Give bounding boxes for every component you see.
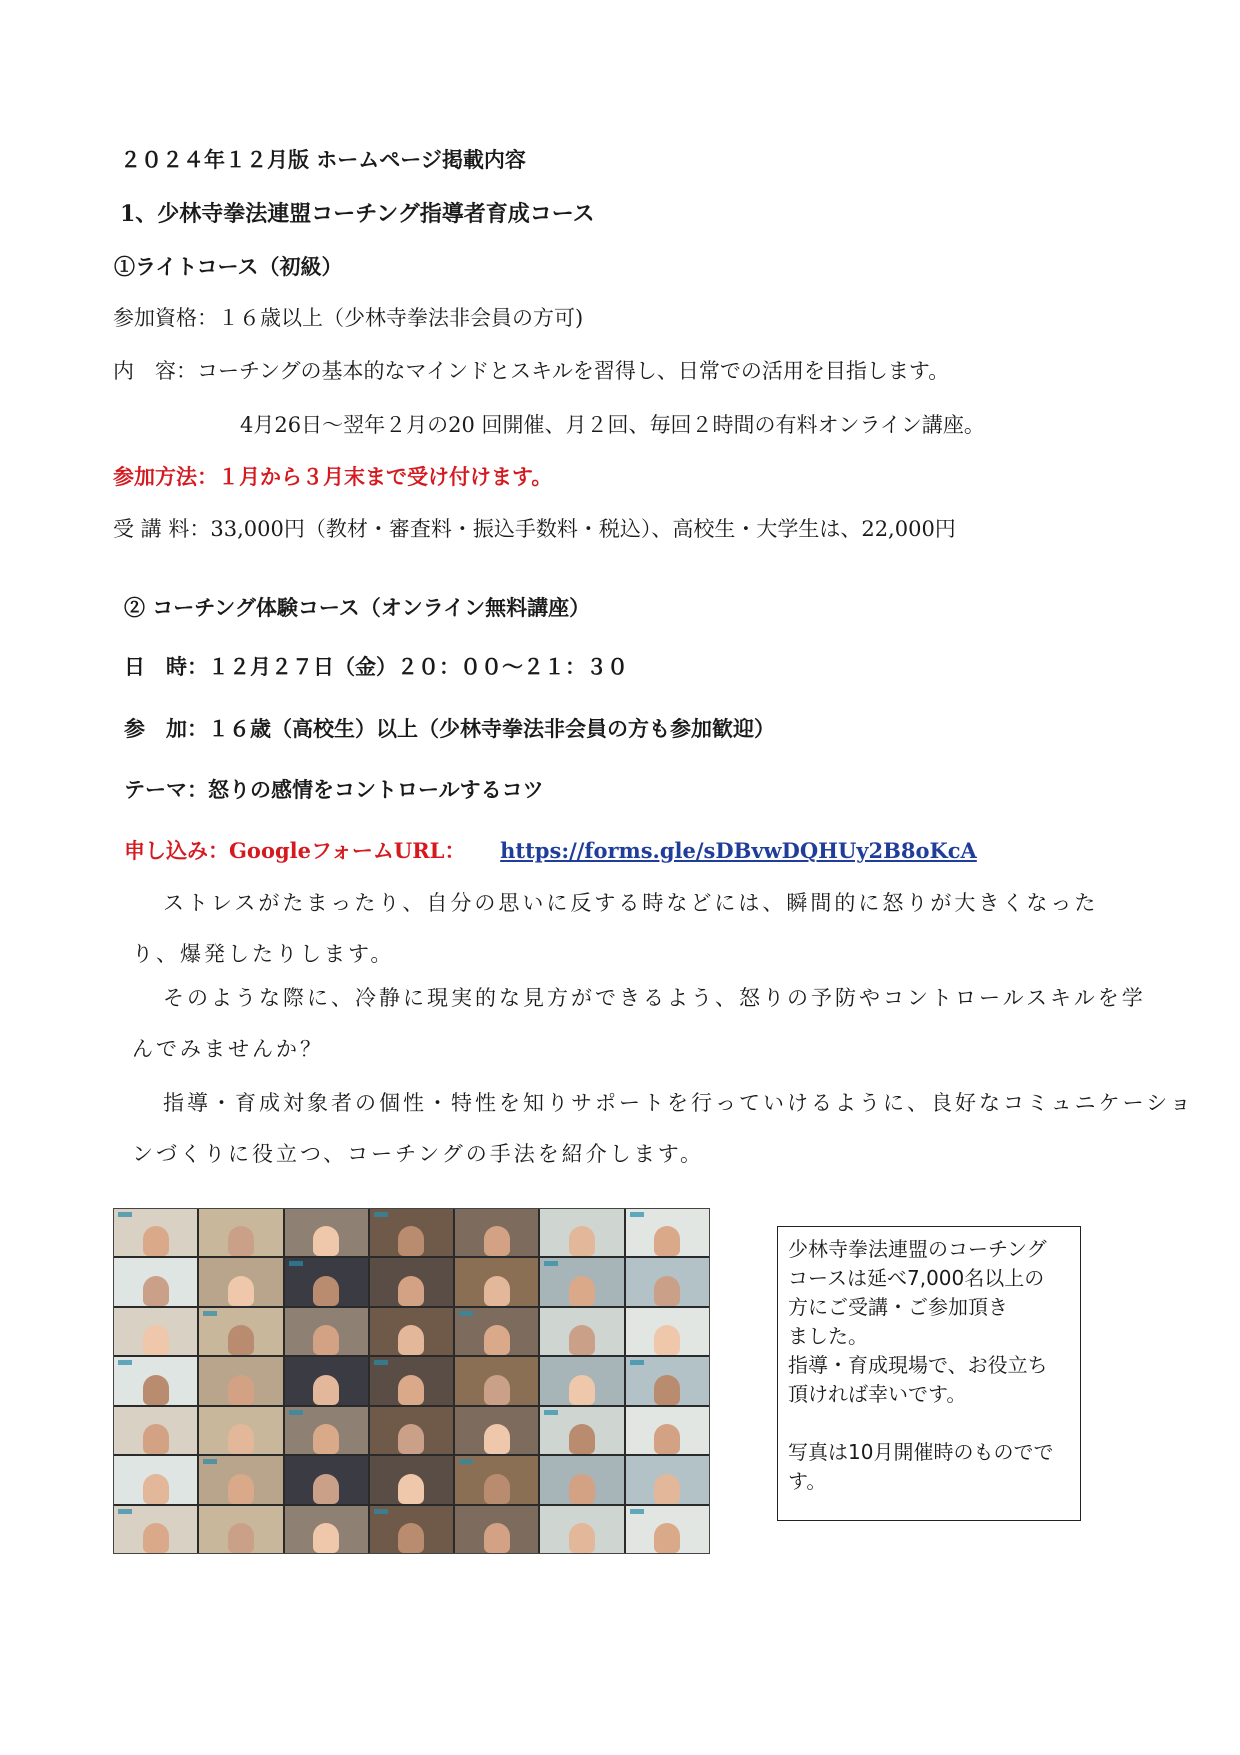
participant-tile	[114, 1506, 197, 1553]
participant-tile	[114, 1407, 197, 1454]
participant-face	[569, 1276, 595, 1306]
logo-badge	[118, 1212, 132, 1217]
participant-face	[484, 1474, 510, 1504]
participant-face	[484, 1276, 510, 1306]
apply-row	[124, 836, 977, 866]
course2-title: ② コーチング体験コース（オンライン無料講座）	[124, 595, 591, 620]
para3-line2: ンづくりに役立つ、コーチングの手法を紹介します。	[132, 1142, 705, 1166]
participant-face	[143, 1375, 169, 1405]
participant-face	[654, 1424, 680, 1454]
note-box	[777, 1226, 1081, 1521]
para2-line2: んでみませんか？	[132, 1037, 324, 1061]
participant-tile	[199, 1506, 282, 1553]
participant-tile	[370, 1357, 453, 1404]
participant-tile	[114, 1258, 197, 1305]
participant-tile	[626, 1258, 709, 1305]
participant-face	[228, 1375, 254, 1405]
participant-tile	[285, 1456, 368, 1503]
logo-badge	[203, 1459, 217, 1464]
participant-face	[484, 1375, 510, 1405]
logo-badge	[374, 1509, 388, 1514]
logo-badge	[289, 1410, 303, 1415]
logo-badge	[374, 1360, 388, 1365]
participant-tile	[285, 1209, 368, 1256]
participant-tile	[285, 1407, 368, 1454]
note-line	[788, 1409, 1070, 1438]
participant-tile	[285, 1357, 368, 1404]
note-line: 少林寺拳法連盟のコーチング	[788, 1237, 1047, 1261]
participant-tile	[540, 1258, 623, 1305]
course1-method: 参加方法：１月から３月末まで受け付けます。	[113, 464, 553, 489]
participant-face	[228, 1474, 254, 1504]
participant-face	[228, 1424, 254, 1454]
participant-tile	[455, 1258, 538, 1305]
logo-badge	[289, 1261, 303, 1266]
course2-theme: テーマ：怒りの感情をコントロールするコツ	[124, 777, 544, 802]
participant-face	[569, 1226, 595, 1256]
participant-face	[313, 1523, 339, 1553]
participant-face	[228, 1276, 254, 1306]
logo-badge	[118, 1509, 132, 1514]
participant-tile	[626, 1506, 709, 1553]
participant-tile	[540, 1209, 623, 1256]
participant-tile	[455, 1357, 538, 1404]
participant-tile	[540, 1456, 623, 1503]
logo-badge	[374, 1212, 388, 1217]
note-line: す。	[788, 1469, 827, 1493]
participant-tile	[540, 1407, 623, 1454]
participant-face	[484, 1523, 510, 1553]
participant-face	[654, 1523, 680, 1553]
participant-tile	[455, 1209, 538, 1256]
participant-face	[313, 1375, 339, 1405]
participant-tile	[370, 1209, 453, 1256]
participant-tile	[455, 1506, 538, 1553]
note-line: 写真は10月開催時のものでで	[788, 1440, 1054, 1464]
participant-tile	[540, 1506, 623, 1553]
group-photo	[113, 1208, 710, 1554]
participant-tile	[114, 1209, 197, 1256]
participant-tile	[370, 1258, 453, 1305]
participant-tile	[455, 1407, 538, 1454]
participant-face	[143, 1424, 169, 1454]
participant-face	[654, 1226, 680, 1256]
participant-tile	[370, 1456, 453, 1503]
logo-badge	[544, 1410, 558, 1415]
logo-badge	[630, 1360, 644, 1365]
participant-face	[228, 1325, 254, 1355]
course2-datetime: 日 時：１２月２７日（金）２０：００〜２１：３０	[124, 654, 628, 679]
participant-tile	[114, 1308, 197, 1355]
para2-line1: そのような際に、冷静に現実的な見方ができるよう、怒りの予防やコントロールスキルを学	[163, 986, 1146, 1010]
note-line: 指導・育成現場で、お役立ち	[788, 1353, 1048, 1377]
section-title: 1、少林寺拳法連盟コーチング指導者育成コース	[120, 201, 595, 227]
participant-tile	[540, 1357, 623, 1404]
participant-tile	[626, 1407, 709, 1454]
course1-content-line2: 4月26日〜翌年２月の20 回開催、月２回、毎回２時間の有料オンライン講座。	[240, 413, 985, 437]
participant-tile	[626, 1308, 709, 1355]
apply-url-link[interactable]: https://forms.gle/sDBvwDQHUy2B8oKcA	[500, 838, 977, 863]
page-header: ２０２４年１２月版 ホームページ掲載内容	[120, 147, 526, 172]
participant-face	[313, 1474, 339, 1504]
participant-face	[143, 1474, 169, 1504]
participant-face	[484, 1325, 510, 1355]
participant-face	[313, 1276, 339, 1306]
participant-face	[569, 1375, 595, 1405]
participant-face	[143, 1325, 169, 1355]
participant-face	[569, 1424, 595, 1454]
participant-face	[143, 1226, 169, 1256]
participant-face	[398, 1375, 424, 1405]
para3-line1: 指導・育成対象者の個性・特性を知りサポートを行っていけるように、良好なコミュニケーショ	[163, 1091, 1194, 1115]
participant-tile	[114, 1456, 197, 1503]
participant-tile	[114, 1357, 197, 1404]
participant-face	[654, 1325, 680, 1355]
participant-tile	[370, 1506, 453, 1553]
participant-face	[313, 1424, 339, 1454]
course2-participants: 参 加：１６歳（高校生）以上（少林寺拳法非会員の方も参加歓迎）	[124, 716, 775, 741]
logo-badge	[118, 1360, 132, 1365]
participant-face	[398, 1424, 424, 1454]
participant-face	[484, 1226, 510, 1256]
participant-tile	[626, 1357, 709, 1404]
course1-title: ①ライトコース（初級）	[114, 254, 343, 279]
note-line: 頂ければ幸いです。	[788, 1382, 967, 1406]
participant-face	[398, 1474, 424, 1504]
participant-tile	[285, 1506, 368, 1553]
participant-face	[398, 1226, 424, 1256]
participant-tile	[199, 1308, 282, 1355]
participant-tile	[285, 1308, 368, 1355]
participant-tile	[199, 1258, 282, 1305]
participant-face	[228, 1226, 254, 1256]
logo-badge	[544, 1261, 558, 1266]
logo-badge	[459, 1311, 473, 1316]
participant-tile	[455, 1308, 538, 1355]
participant-face	[654, 1276, 680, 1306]
note-line: コースは延べ7,000名以上の	[788, 1266, 1045, 1290]
course1-eligibility: 参加資格：１６歳以上（少林寺拳法非会員の方可)	[113, 306, 584, 330]
participant-tile	[199, 1456, 282, 1503]
note-line: ました。	[788, 1324, 868, 1348]
apply-label: 申し込み：GoogleフォームURL：	[124, 838, 466, 863]
participant-face	[313, 1325, 339, 1355]
note-line: 方にご受講・ご参加頂き	[788, 1295, 1008, 1319]
participant-face	[143, 1276, 169, 1306]
participant-tile	[199, 1357, 282, 1404]
participant-tile	[455, 1456, 538, 1503]
participant-tile	[370, 1407, 453, 1454]
participant-tile	[285, 1258, 368, 1305]
course1-content-line1: 内 容：コーチングの基本的なマインドとスキルを習得し、日常での活用を目指します。	[113, 359, 950, 383]
participant-face	[654, 1474, 680, 1504]
participant-face	[398, 1523, 424, 1553]
participant-tile	[626, 1209, 709, 1256]
logo-badge	[630, 1212, 644, 1217]
participant-face	[569, 1474, 595, 1504]
participant-face	[484, 1424, 510, 1454]
participant-face	[398, 1325, 424, 1355]
course1-fee: 受 講 料：33,000円（教材・審査料・振込手数料・税込）、高校生・大学生は、22,000円	[113, 517, 956, 541]
participant-tile	[540, 1308, 623, 1355]
para1-line2: り、爆発したりします。	[132, 942, 395, 966]
participant-tile	[199, 1407, 282, 1454]
participant-face	[228, 1523, 254, 1553]
participant-tile	[370, 1308, 453, 1355]
logo-badge	[203, 1311, 217, 1316]
participant-face	[398, 1276, 424, 1306]
para1-line1: ストレスがたまったり、自分の思いに反する時などには、瞬間的に怒りが大きくなった	[163, 891, 1099, 915]
participant-face	[143, 1523, 169, 1553]
participant-tile	[199, 1209, 282, 1256]
participant-face	[569, 1325, 595, 1355]
logo-badge	[459, 1459, 473, 1464]
participant-tile	[626, 1456, 709, 1503]
logo-badge	[630, 1509, 644, 1514]
participant-face	[654, 1375, 680, 1405]
participant-face	[313, 1226, 339, 1256]
participant-face	[569, 1523, 595, 1553]
